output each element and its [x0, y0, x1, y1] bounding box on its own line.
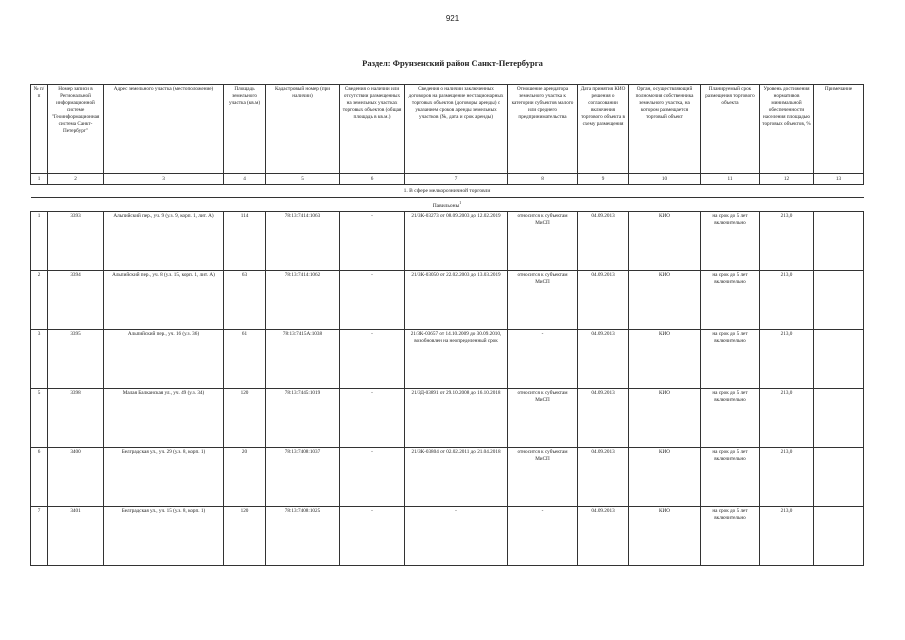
table-cell: 78:13:7414:1062: [266, 270, 340, 329]
table-cell: -: [340, 270, 405, 329]
column-number: 8: [508, 174, 578, 185]
column-number-row: [31, 174, 864, 185]
column-number: 13: [814, 174, 864, 185]
table-cell: 04.09.2013: [578, 329, 629, 388]
table-cell: КИО: [629, 329, 701, 388]
table-cell: 78:13:7408:1037: [266, 447, 340, 506]
table-cell: [814, 388, 864, 447]
table-cell: на срок до 5 лет включительно: [701, 329, 760, 388]
table-cell: 120: [224, 388, 266, 447]
table-cell: -: [508, 506, 578, 565]
table-cell: 213,0: [760, 447, 814, 506]
column-number: 7: [405, 174, 508, 185]
table-cell: на срок до 5 лет включительно: [701, 388, 760, 447]
table-row: [31, 270, 864, 329]
table-row: [31, 447, 864, 506]
header-cell: Дата принятия КИО решения о согласовании включения торгового объекта в схему размещения: [578, 85, 629, 174]
table-cell: 213,0: [760, 211, 814, 270]
subheading2-text: Павильоны: [432, 202, 460, 209]
table-cell: 04.09.2013: [578, 388, 629, 447]
table-cell: КИО: [629, 270, 701, 329]
header-row: [31, 85, 864, 174]
table-cell: -: [340, 388, 405, 447]
page-number: 921: [445, 14, 460, 23]
table-cell: 3: [31, 329, 48, 388]
column-number: 11: [701, 174, 760, 185]
column-number: 3: [104, 174, 224, 185]
section-title: Раздел: Фрунзенский район Санкт-Петербурга: [362, 58, 543, 68]
table-cell: 21/ЗК-03273 от 08.09.2003 до 12.02.2019: [405, 211, 508, 270]
table-cell: Белградская ул., уч. 29 (у.з. 8, корп. 1): [104, 447, 224, 506]
table-cell: [814, 211, 864, 270]
table-cell: 04.09.2013: [578, 447, 629, 506]
table-cell: 5: [31, 388, 48, 447]
header-cell: Примечание: [814, 85, 864, 174]
table-cell: 213,0: [760, 329, 814, 388]
table-cell: 04.09.2013: [578, 506, 629, 565]
table-cell: 78:13:7414:1063: [266, 211, 340, 270]
table-cell: 78:13:7415А:1038: [266, 329, 340, 388]
table-cell: [814, 506, 864, 565]
table-cell: относится к субъектам МиСП: [508, 270, 578, 329]
table-cell: на срок до 5 лет включительно: [701, 211, 760, 270]
table-row: [31, 506, 864, 565]
column-number: 4: [224, 174, 266, 185]
footnote-mark: 1: [459, 200, 462, 205]
table-cell: КИО: [629, 447, 701, 506]
header-cell: № п/п: [31, 85, 48, 174]
header-cell: Адрес земельного участка (местоположение): [104, 85, 224, 174]
table-cell: -: [340, 506, 405, 565]
table-row: [31, 388, 864, 447]
table-cell: 3401: [48, 506, 104, 565]
table-cell: -: [340, 211, 405, 270]
table-cell: 21/ЗК-03050 от 22.02.2003 до 13.03.2019: [405, 270, 508, 329]
table-cell: -: [508, 329, 578, 388]
header-cell: Кадастровый номер (при наличии): [266, 85, 340, 174]
table-cell: относится к субъектам МиСП: [508, 388, 578, 447]
table-cell: на срок до 5 лет включительно: [701, 506, 760, 565]
table-cell: 78:13:7408:1025: [266, 506, 340, 565]
header-cell: Планируемый срок размещения торгового объекта: [701, 85, 760, 174]
table-cell: Белградская ул., уч. 15 (у.з. 8, корп. 1): [104, 506, 224, 565]
table-cell: КИО: [629, 506, 701, 565]
table-cell: 04.09.2013: [578, 270, 629, 329]
table-cell: КИО: [629, 388, 701, 447]
subheading2: [31, 198, 864, 212]
table-cell: 6: [31, 447, 48, 506]
table-cell: 21/ЗК-03804 от 02.02.2011 до 21.04.2018: [405, 447, 508, 506]
table-cell: на срок до 5 лет включительно: [701, 270, 760, 329]
column-number: 1: [31, 174, 48, 185]
header-cell: Площадь земельного участка (кв.м): [224, 85, 266, 174]
column-number: 10: [629, 174, 701, 185]
header-cell: Номер записи в Региональной информационной системе "Геоинформационная система Санкт-Петербург": [48, 85, 104, 174]
table-cell: 114: [224, 211, 266, 270]
header-cell: Орган, осуществляющий полномочия собственника земельного участка, на котором размещается торговый объект: [629, 85, 701, 174]
table-cell: 213,0: [760, 270, 814, 329]
header-cell: Отношение арендатора земельного участка к категории субъектов малого или среднего предпринимательства: [508, 85, 578, 174]
subheading-row: [31, 185, 864, 198]
table-cell: -: [405, 506, 508, 565]
data-rows: [31, 211, 864, 565]
table-cell: относится к субъектам МиСП: [508, 211, 578, 270]
table-row: [31, 211, 864, 270]
table-cell: КИО: [629, 211, 701, 270]
table-cell: 21/ЗК-03657 от 14.10.2009 до 30.09.2010, возобновлен на неопределенный срок: [405, 329, 508, 388]
table-cell: 7: [31, 506, 48, 565]
subheading: 1. В сфере мелкорозничной торговли: [31, 185, 864, 198]
table-cell: [814, 447, 864, 506]
table-cell: 3395: [48, 329, 104, 388]
table-cell: Альпийский пер., уч. 8 (у.з. 15, корп. 1, лит. А): [104, 270, 224, 329]
table-cell: 61: [224, 329, 266, 388]
column-number: 2: [48, 174, 104, 185]
table-cell: 78:13:7445:1019: [266, 388, 340, 447]
table-cell: -: [340, 447, 405, 506]
table-cell: 04.09.2013: [578, 211, 629, 270]
table-cell: 2: [31, 270, 48, 329]
table-cell: 3398: [48, 388, 104, 447]
schema-table: [30, 84, 864, 566]
table-cell: 3393: [48, 211, 104, 270]
header-cell: Сведения о наличии заключенных договоров на размещение нестационарных торговых объектов (договоры аренды) с указанием сроков аренды земельных участков (№, дата и срок аренды): [405, 85, 508, 174]
table-cell: [814, 270, 864, 329]
header-cell: Уровень достижения нормативов минимальной обеспеченности населения площадью торговых объектов, %: [760, 85, 814, 174]
table-cell: 21/ЗД-03891 от 29.10.2008 до 16.10.2018: [405, 388, 508, 447]
table-cell: Малая Балканская ул., уч. 49 (у.з. 34): [104, 388, 224, 447]
table-cell: на срок до 5 лет включительно: [701, 447, 760, 506]
column-number: 5: [266, 174, 340, 185]
table-cell: Альпийский пер., уч. 9 (у.з. 9, корп. 1, лит. А): [104, 211, 224, 270]
subheading2-row: [31, 198, 864, 212]
column-number: 12: [760, 174, 814, 185]
table-cell: -: [340, 329, 405, 388]
header-cell: Сведения о наличии или отсутствии размещенных на земельных участках торговых объектов (общая площадь в кв.м.): [340, 85, 405, 174]
table-cell: 63: [224, 270, 266, 329]
table-cell: 120: [224, 506, 266, 565]
table-cell: 1: [31, 211, 48, 270]
table-row: [31, 329, 864, 388]
table-cell: Альпийский пер., уч. 16 (у.з. 36): [104, 329, 224, 388]
table-cell: 213,0: [760, 506, 814, 565]
column-number: 9: [578, 174, 629, 185]
table-cell: относится к субъектам МиСП: [508, 447, 578, 506]
table-cell: [814, 329, 864, 388]
table-cell: 20: [224, 447, 266, 506]
table-cell: 213,0: [760, 388, 814, 447]
column-number: 6: [340, 174, 405, 185]
table-cell: 3400: [48, 447, 104, 506]
table-cell: 3394: [48, 270, 104, 329]
